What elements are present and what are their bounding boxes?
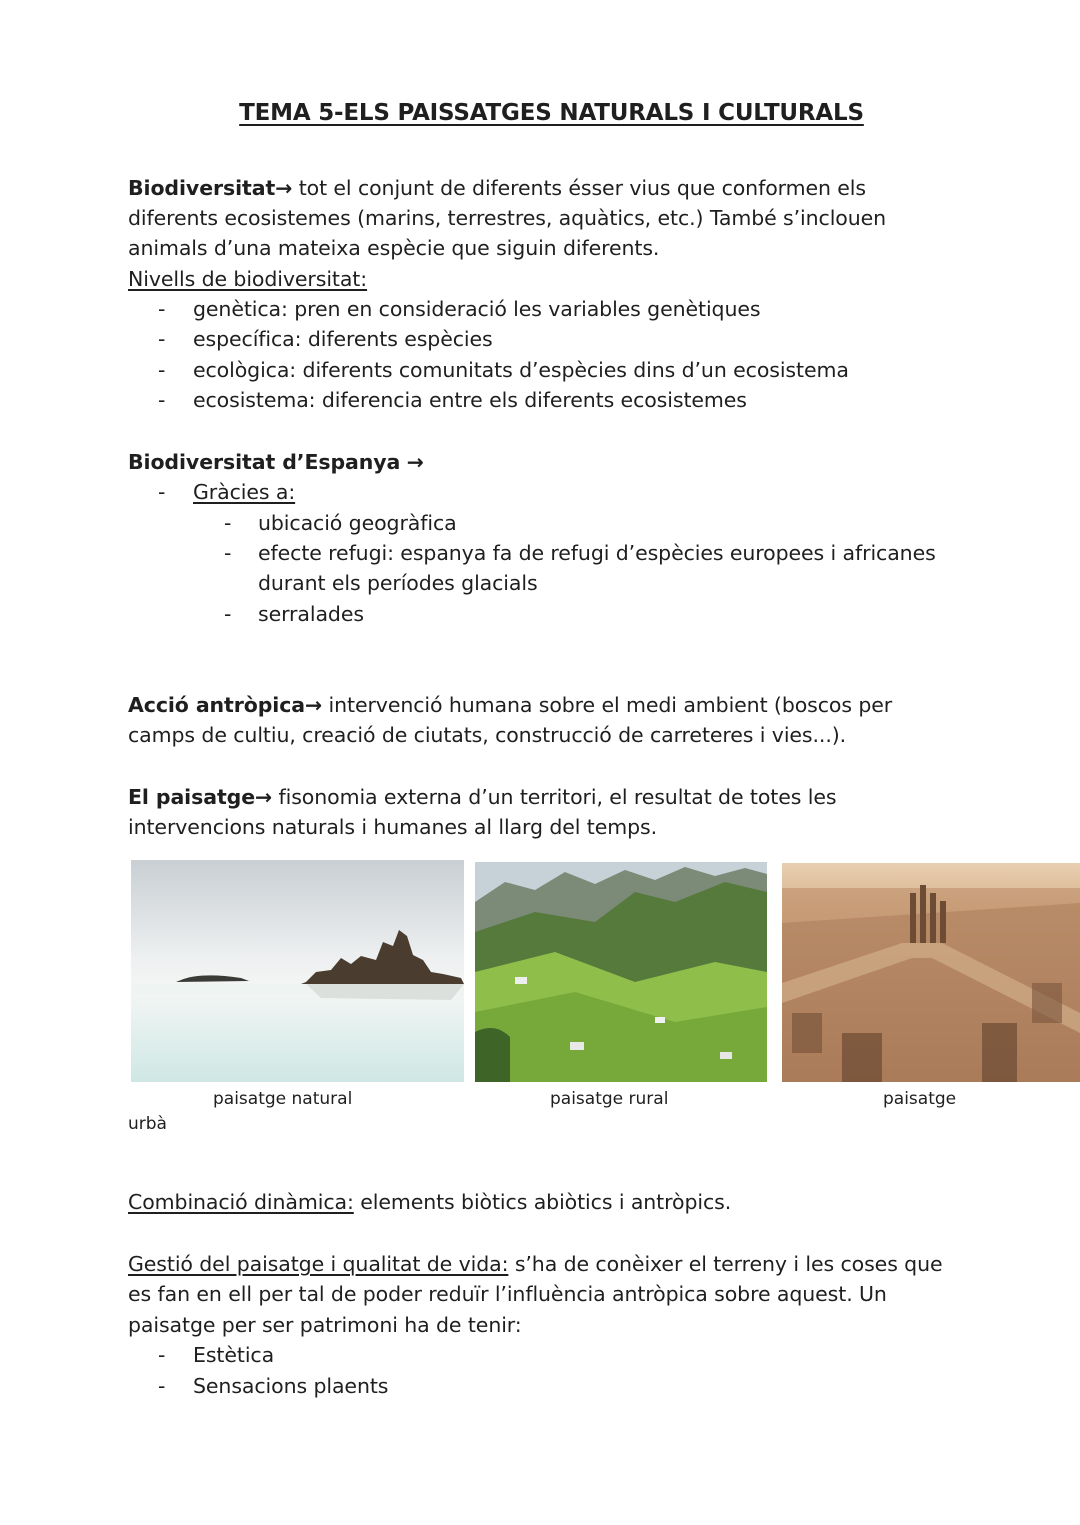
biodiversitat-text-2: diferents ecosistemes (marins, terrestres, aquàtics, etc.) També s’inclouen: [128, 206, 887, 230]
paisatge-text-1: fisonomia externa d’un territori, el resultat de totes les: [278, 785, 837, 809]
list-marker: -: [158, 358, 166, 382]
gestio-text-3: paisatge per ser patrimoni ha de tenir:: [128, 1313, 522, 1337]
urban-caption: paisatge: [883, 1089, 957, 1109]
list-marker: -: [158, 297, 166, 321]
list-marker: -: [224, 602, 232, 626]
gestio-line-1: [128, 1249, 943, 1279]
accio-line-1: [128, 690, 892, 720]
level-item: ecosistema: diferencia entre els diferents ecosistemes: [193, 388, 747, 412]
combinacio-line: [128, 1187, 731, 1217]
arrow-icon: →: [305, 693, 323, 717]
gestio-text-2: es fan en ell per tal de poder reduïr l’influència antròpica sobre aquest. Un: [128, 1282, 887, 1306]
arrow-icon: →: [406, 450, 424, 474]
combinacio-term: Combinació dinàmica:: [128, 1190, 354, 1214]
urban-caption-continued: urbà: [128, 1114, 167, 1134]
level-item: ecològica: diferents comunitats d’espècies dins d’un ecosistema: [193, 358, 849, 382]
levels-heading: Nivells de biodiversitat:: [128, 267, 368, 291]
gracies-heading: Gràcies a:: [193, 480, 296, 504]
arrow-icon: →: [275, 176, 293, 200]
natural-caption: paisatge natural: [213, 1089, 353, 1109]
list-marker: -: [158, 1374, 166, 1398]
page-title: TEMA 5-ELS PAISSATGES NATURALS I CULTURALS: [239, 100, 864, 126]
urban-landscape-photo: [782, 863, 1080, 1082]
accio-text-1: intervenció humana sobre el medi ambient (boscos per: [328, 693, 893, 717]
espanya-heading: [128, 447, 424, 477]
biodiversitat-line-1: [128, 173, 866, 203]
list-marker: -: [158, 480, 166, 504]
paisatge-text-2: intervencions naturals i humanes al llarg del temps.: [128, 815, 657, 839]
paisatge-line-1: [128, 782, 836, 812]
gestio-text-1: s’ha de conèixer el terreny i les coses que: [514, 1252, 943, 1276]
list-marker: -: [224, 541, 232, 565]
gestio-item: Sensacions plaents: [193, 1374, 389, 1398]
list-marker: -: [158, 327, 166, 351]
level-item: específica: diferents espècies: [193, 327, 493, 351]
paisatge-term: El paisatge: [128, 785, 256, 809]
accio-term: Acció antròpica: [128, 693, 306, 717]
espanya-term: Biodiversitat d’Espanya: [128, 450, 401, 474]
rural-landscape-photo: [475, 862, 767, 1082]
gestio-item: Estètica: [193, 1343, 275, 1367]
biodiversitat-text-1: tot el conjunt de diferents ésser vius que conformen els: [298, 176, 866, 200]
espanya-item-continued: durant els períodes glacials: [258, 571, 538, 595]
espanya-item: serralades: [258, 602, 364, 626]
gestio-term: Gestió del paisatge i qualitat de vida:: [128, 1252, 509, 1276]
biodiversitat-term: Biodiversitat: [128, 176, 276, 200]
espanya-item: ubicació geogràfica: [258, 511, 457, 535]
level-item: genètica: pren en consideració les variables genètiques: [193, 297, 761, 321]
rural-caption: paisatge rural: [550, 1089, 669, 1109]
combinacio-text: elements biòtics abiòtics i antròpics.: [360, 1190, 732, 1214]
list-marker: -: [158, 388, 166, 412]
biodiversitat-text-3: animals d’una mateixa espècie que siguin diferents.: [128, 236, 660, 260]
arrow-icon: →: [255, 785, 273, 809]
espanya-item: efecte refugi: espanya fa de refugi d’espècies europees i africanes: [258, 541, 936, 565]
accio-text-2: camps de cultiu, creació de ciutats, construcció de carreteres i vies...).: [128, 723, 847, 747]
natural-landscape-photo: [131, 860, 464, 1082]
list-marker: -: [224, 511, 232, 535]
list-marker: -: [158, 1343, 166, 1367]
